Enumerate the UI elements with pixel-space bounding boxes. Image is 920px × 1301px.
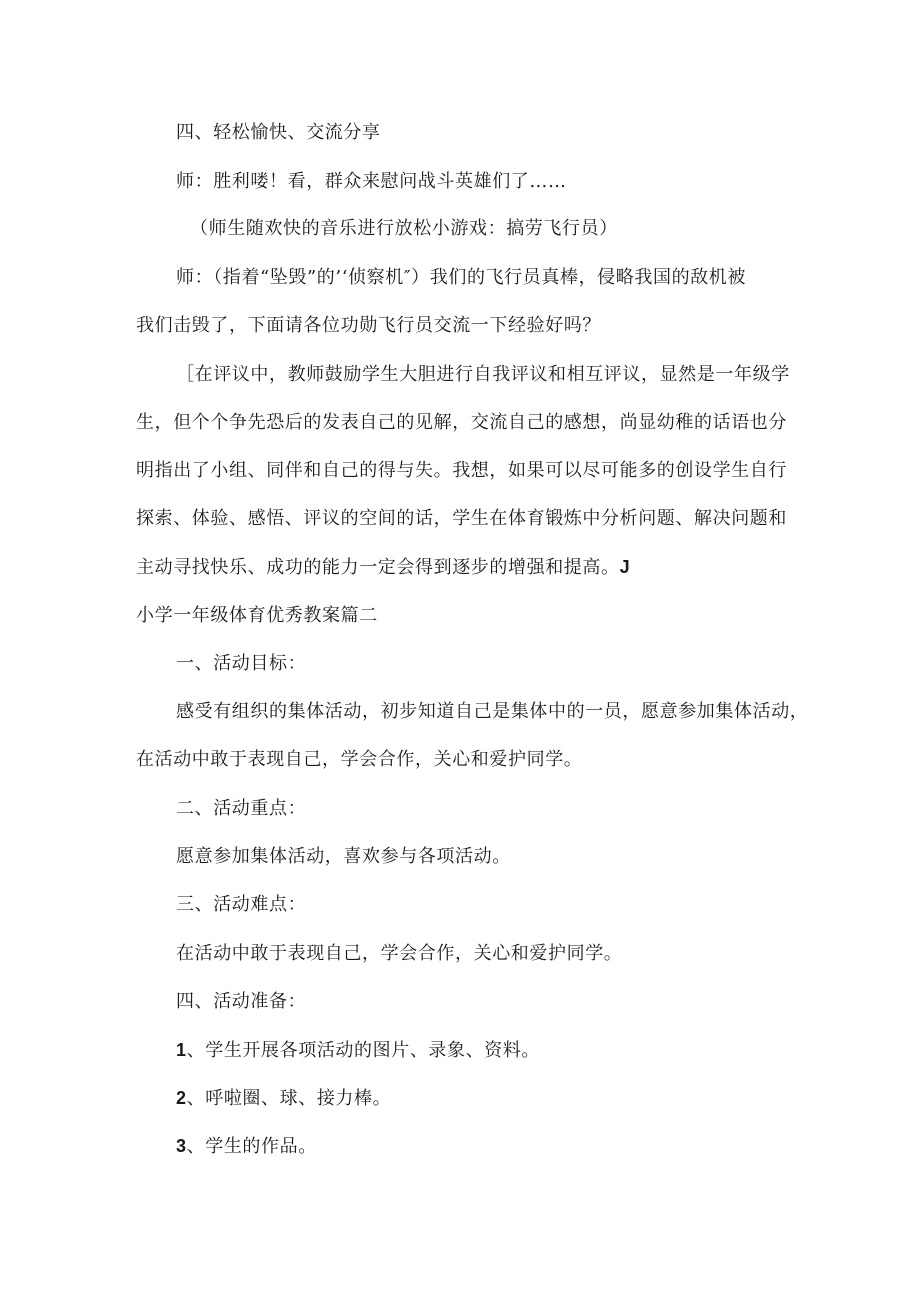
list-item-text: 、学生的作品。 [186,1136,317,1157]
section-heading: 四、轻松愉快、交流分享 [176,122,381,143]
section-title: 小学一年级体育优秀教案篇二 [136,605,378,626]
paragraph-continuation: 生，但个个争先恐后的发表自己的见解，交流自己的感想，尚显幼稚的话语也分 [136,412,787,433]
paragraph: 师：胜利喽！看，群众来慰问战斗英雄们了…… [176,171,567,192]
list-item-number: 3 [176,1136,187,1156]
list-item-text: 、学生开展各项活动的图片、录象、资料。 [186,1040,541,1061]
paragraph-text: 主动寻找快乐、成功的能力一定会得到逐步的增强和提高。 [136,557,620,578]
paragraph: 师：（指着“坠毁”的’‘侦察机″）我们的飞行员真棒，侵略我国的敌机被 [176,267,746,288]
paragraph: 感受有组织的集体活动，初步知道自己是集体中的一员，愿意参加集体活动， [176,701,809,722]
section-heading: 三、活动难点： [176,894,307,915]
closing-bracket-mark: J [619,557,631,577]
paragraph: 在活动中敢于表现自己，学会合作，关心和爱护同学。 [176,943,623,964]
paragraph: （师生随欢快的音乐进行放松小游戏：搞劳飞行员） [190,218,618,239]
section-heading: 一、活动目标： [176,653,307,674]
paragraph-continuation: 我们击毁了，下面请各位功勋飞行员交流一下经验好吗？ [136,315,601,336]
paragraph: ［在评议中，教师鼓励学生大胆进行自我评议和相互评议，显然是一年级学 [176,364,790,385]
list-item [176,1086,391,1111]
paragraph-continuation [136,555,630,580]
list-item-number: 1 [176,1040,187,1060]
list-item [176,1038,540,1063]
paragraph: 愿意参加集体活动，喜欢参与各项活动。 [176,846,511,867]
section-heading: 二、活动重点： [176,798,307,819]
section-heading: 四、活动准备： [176,991,307,1012]
list-item-number: 2 [176,1088,187,1108]
paragraph-continuation: 明指出了小组、同伴和自己的得与失。我想，如果可以尽可能多的创设学生自行 [136,460,787,481]
paragraph-continuation: 探索、体验、感悟、评议的空间的话，学生在体育锻炼中分析问题、解决问题和 [136,508,787,529]
list-item-text: 、呼啦圈、球、接力棒。 [186,1088,392,1109]
list-item [176,1134,317,1159]
paragraph-continuation: 在活动中敢于表现自己，学会合作，关心和爱护同学。 [136,749,583,770]
